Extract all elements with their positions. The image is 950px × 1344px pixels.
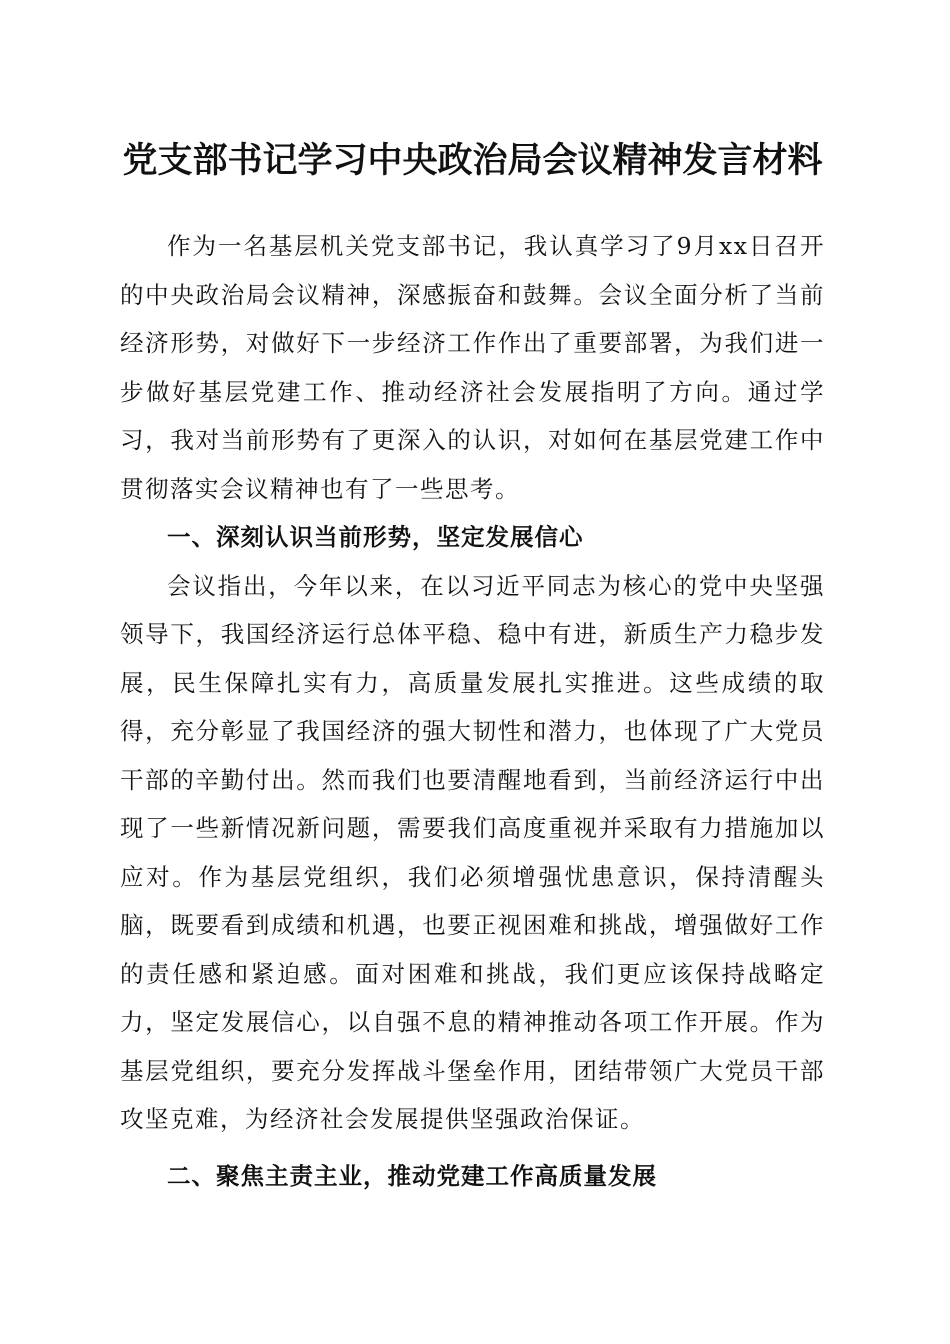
document-title: 党支部书记学习中央政治局会议精神发言材料 <box>122 140 823 181</box>
section-heading-1: 一、深刻认识当前形势，坚定发展信心 <box>167 523 584 551</box>
intro-paragraph: 作为一名基层机关党支部书记，我认真学习了9月xx日召开的中央政治局会议精神，深感振奋和鼓舞。会议全面分析了当前经济形势，对做好下一步经济工作作出了重要部署，为我们进一步做好基层党建工作、推动经济社会发展指明了方向。通过学习，我对当前形势有了更深入的认识，对如何在基层党建工作中贯彻落实会议精神也有了一些思考。 <box>120 232 825 503</box>
section-heading-2: 二、聚焦主责主业，推动党建工作高质量发展 <box>167 1161 657 1190</box>
section-1-paragraph: 会议指出，今年以来，在以习近平同志为核心的党中央坚强领导下，我国经济运行总体平稳、稳中有进，新质生产力稳步发展，民生保障扎实有力，高质量发展扎实推进。这些成绩的取得，充分彰显了我国经济的强大韧性和潜力，也体现了广大党员干部的辛勤付出。然而我们也要清醒地看到，当前经济运行中出现了一些新情况新问题，需要我们高度重视并采取有力措施加以应对。作为基层党组织，我们必须增强忧患意识，保持清醒头脑，既要看到成绩和机遇，也要正视困难和挑战，增强做好工作的责任感和紧迫感。面对困难和挑战，我们更应该保持战略定力，坚定发展信心，以自强不息的精神推动各项工作开展。作为基层党组织，要充分发挥战斗堡垒作用，团结带领广大党员干部攻坚克难，为经济社会发展提供坚强政治保证。 <box>120 571 825 1133</box>
document-page <box>120 132 825 1200</box>
document-body <box>120 222 825 1200</box>
